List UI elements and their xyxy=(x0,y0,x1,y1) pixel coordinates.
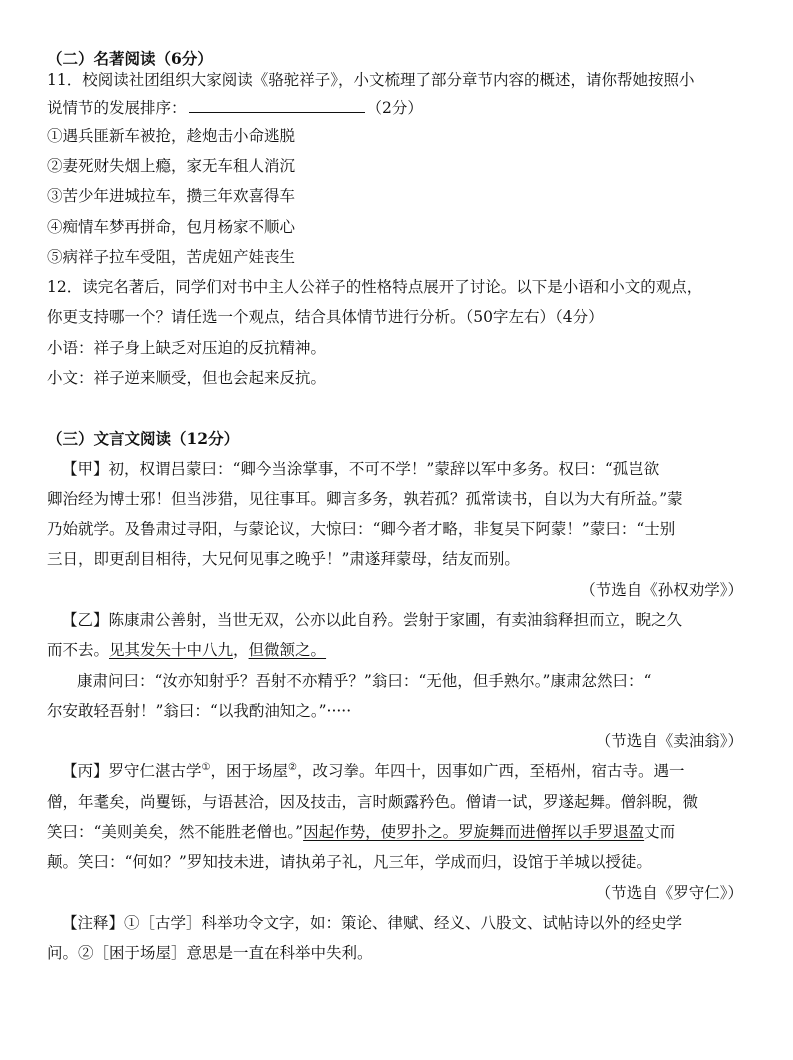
yi-line-2 xyxy=(47,640,326,660)
q11-line-2 xyxy=(47,98,423,118)
bing-text-a: 【丙】罗守仁湛古学 xyxy=(62,762,202,780)
jia-line-1: 【甲】初，权谓吕蒙曰：“卿今当涂掌事，不可不学！”蒙辞以军中多务。权曰：“孤岂欲 xyxy=(62,460,660,478)
section-3-heading: （三）文言文阅读（12分） xyxy=(47,429,240,448)
yi-line-1: 【乙】陈康肃公善射，当世无双，公亦以此自矜。尝射于家圃，有卖油翁释担而立，睨之久 xyxy=(62,611,683,629)
q11-line-1: 11．校阅读社团组织大家阅读《骆驼祥子》，小文梳理了部分章节内容的概述，请你帮她按照小 xyxy=(47,71,695,89)
q11-option-1: ①遇兵匪新车被抢，趁炮击小命逃脱 xyxy=(47,127,296,145)
notes-line-1: 【注释】①［古学］科举功令文字，如：策论、律赋、经义、八股文、试帖诗以外的经史学 xyxy=(62,914,683,932)
jia-line-2: 卿治经为博士邪！但当涉猎，见往事耳。卿言多务，孰若孤？孤常读书，自以为大有所益。”蒙 xyxy=(47,490,683,508)
yi-line-4: 尔安敢轻吾射！”翁曰：“以我酌油知之。”····· xyxy=(47,702,352,720)
q12-view-xiaoyu: 小语：祥子身上缺乏对压迫的反抗精神。 xyxy=(47,339,327,357)
yi-line-2-text: 而不去。 xyxy=(47,641,110,659)
bing-text-c: ，改习拳。年四十，因事如广西，至梧州，宿古寺。遇一 xyxy=(296,762,685,780)
bing-line-2: 僧，年耄矣，尚矍铄，与语甚洽，因及技击，言时颇露矜色。僧请一试，罗遂起舞。僧斜睨，微 xyxy=(47,793,699,811)
yi-underlined-sentence-2: 但微颔之。 xyxy=(248,641,327,659)
jia-source: （节选自《孙权劝学》） xyxy=(580,581,743,599)
bing-source: （节选自《罗守仁》） xyxy=(595,884,743,902)
note-marker-1: ① xyxy=(201,761,211,773)
q11-answer-blank[interactable] xyxy=(189,98,365,113)
q11-score: （2分） xyxy=(366,99,423,117)
bing-underlined-sentence: 因起作势，使罗扑之。罗旋舞而进僧挥以手罗退盈 xyxy=(303,823,645,841)
notes-line-2: 问。②［困于场屋］意思是一直在科举中失利。 xyxy=(47,944,373,962)
yi-line-3: 康肃问曰：“汝亦知射乎？吾射不亦精乎？”翁曰：“无他，但手熟尔。”康肃忿然曰：“ xyxy=(77,672,652,690)
yi-underlined-sentence-1: 见其发矢十中八九 xyxy=(109,641,234,659)
yi-source: （节选自《卖油翁》） xyxy=(595,732,743,750)
q12-line-1: 12．读完名著后，同学们对书中主人公祥子的性格特点展开了讨论。以下是小语和小文的观点， xyxy=(47,278,703,296)
section-2-heading: （二）名著阅读（6分） xyxy=(47,49,213,68)
q12-line-2: 你更支持哪一个？请任选一个观点，结合具体情节进行分析。（50字左右）（4分） xyxy=(47,308,604,326)
jia-line-4: 三日，即更刮目相待，大兄何见事之晚乎！”肃遂拜蒙母，结友而别。 xyxy=(47,550,520,568)
q12-view-xiaowen: 小文：祥子逆来顺受，但也会起来反抗。 xyxy=(47,369,327,387)
bing-line-1 xyxy=(62,761,684,781)
jia-line-3: 乃始就学。及鲁肃过寻阳，与蒙论议，大惊曰：“卿今者才略，非复吴下阿蒙！”蒙曰：“士别 xyxy=(47,520,676,538)
yi-comma: ， xyxy=(233,641,249,659)
q11-option-2: ②妻死财失烟上瘾，家无车租人消沉 xyxy=(47,157,296,175)
bing-line-3 xyxy=(47,822,675,842)
bing-line-3-text: 笑曰：“美则美矣，然不能胜老僧也。” xyxy=(47,823,304,841)
q11-prompt: 说情节的发展排序： xyxy=(47,99,187,117)
bing-line-3-tail: 丈而 xyxy=(644,823,676,841)
q11-option-5: ⑤病祥子拉车受阻，苦虎妞产娃丧生 xyxy=(47,248,296,266)
bing-text-b: ，困于场屋 xyxy=(210,762,288,780)
q11-option-3: ③苦少年进城拉车，攒三年欢喜得车 xyxy=(47,187,296,205)
q11-option-4: ④痴情车梦再拼命，包月杨家不顺心 xyxy=(47,218,296,236)
note-marker-2: ② xyxy=(288,761,297,773)
bing-line-4: 颠。笑曰：“何如？”罗知技未进，请执弟子礼，凡三年，学成而归，设馆于羊城以授徒。 xyxy=(47,853,652,871)
